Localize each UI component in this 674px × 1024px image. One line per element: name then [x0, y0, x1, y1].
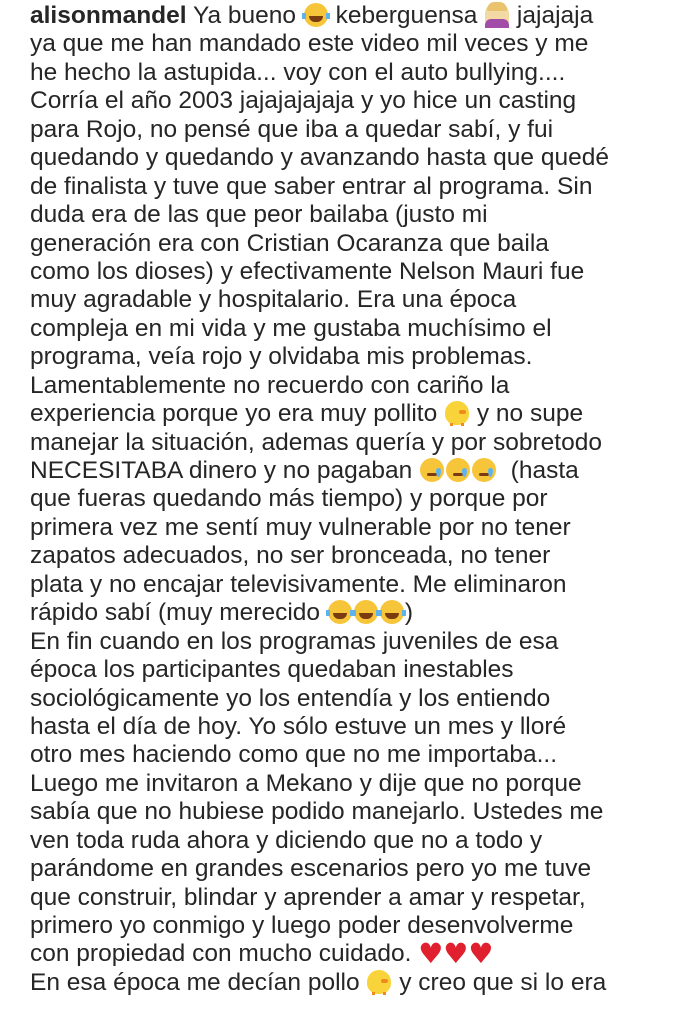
face-with-tears-of-joy-icon	[328, 600, 352, 624]
caption-text: programa, veía rojo y olvidaba mis problemas.	[30, 343, 533, 371]
crying-face-icon	[446, 458, 470, 482]
caption-line	[30, 969, 609, 997]
caption-text: Luego me invitaron a Mekano y dije que no porque	[30, 769, 582, 797]
caption-text: Ya bueno	[186, 2, 303, 29]
caption-line	[30, 770, 609, 798]
caption-line	[30, 400, 609, 428]
caption-line	[30, 741, 609, 769]
caption-text: compleja en mi vida y me gustaba muchísimo el	[30, 314, 552, 342]
caption-line	[30, 827, 609, 855]
caption-line	[30, 116, 609, 144]
caption-line	[30, 59, 609, 87]
caption-text: que construir, blindar y aprender a amar y respetar,	[30, 883, 586, 911]
caption-line	[30, 87, 609, 115]
caption-text: con propiedad con mucho cuidado.	[30, 940, 419, 968]
baby-chick-icon	[445, 401, 469, 425]
caption-text: he hecho la astupida... voy con el auto bullying....	[30, 58, 566, 86]
caption-text: de finalista y tuve que saber entrar al programa. Sin	[30, 172, 593, 200]
caption-line	[30, 571, 609, 599]
caption-text: quedando y quedando y avanzando hasta que quedé	[30, 144, 609, 172]
caption-line	[30, 628, 609, 656]
caption-text: época los participantes quedaban inestables	[30, 656, 514, 684]
caption-text: zapatos adecuados, no ser bronceada, no tener	[30, 542, 551, 570]
caption-text: y no supe	[470, 400, 584, 428]
caption-line	[30, 372, 609, 400]
caption-line	[30, 30, 609, 58]
caption-line	[30, 201, 609, 229]
caption-line	[30, 937, 609, 971]
caption-line	[30, 884, 609, 912]
caption-line	[30, 315, 609, 343]
caption-line	[30, 144, 609, 172]
caption-line	[30, 514, 609, 542]
caption-text: En esa época me decían pollo	[30, 968, 367, 996]
caption-line	[30, 656, 609, 684]
caption-line	[30, 429, 609, 457]
caption-text: rápido sabí (muy merecido	[30, 599, 327, 627]
caption-text: muy agradable y hospitalario. Era una época	[30, 286, 517, 314]
caption-text: duda era de las que peor bailaba (justo mi	[30, 201, 488, 229]
caption-text: manejar la situación, ademas quería y por sobretodo	[30, 428, 602, 456]
caption-text: sociológicamente yo los entendía y los entiendo	[30, 684, 551, 712]
caption-text: primero yo conmigo y luego poder desenvolverme	[30, 912, 574, 939]
caption-line	[30, 685, 609, 713]
caption-line	[30, 798, 609, 826]
baby-chick-icon	[367, 970, 391, 994]
caption-line	[30, 173, 609, 201]
caption-text: hasta el día de hoy. Yo sólo estuve un mes y lloré	[30, 712, 567, 740]
red-heart-icon: ♥	[443, 937, 469, 971]
caption-line	[30, 542, 609, 570]
red-heart-icon: ♥	[468, 937, 494, 971]
caption-text: como los dioses) y efectivamente Nelson Mauri fue	[30, 257, 585, 285]
caption-text: ven toda ruda ahora y diciendo que no a todo y	[30, 826, 543, 854]
caption-text: ya que me han mandado este video mil veces y me	[30, 30, 589, 58]
caption-line	[30, 258, 609, 286]
caption-text: primera vez me sentí muy vulnerable por no tener	[30, 513, 571, 541]
caption-line	[30, 855, 609, 883]
caption-text: (hasta	[497, 457, 579, 484]
caption-line	[30, 599, 609, 627]
caption-line	[30, 713, 609, 741]
caption-line	[30, 286, 609, 314]
face-with-tears-of-joy-icon	[304, 3, 328, 27]
red-heart-icon: ♥	[418, 937, 444, 971]
caption-line	[30, 457, 609, 485]
crying-face-icon	[420, 458, 444, 482]
caption-text: Corría el año 2003 jajajajajaja y yo hice un casting	[30, 87, 577, 115]
caption-text: Lamentablemente no recuerdo con cariño la	[30, 371, 510, 399]
caption-line	[30, 343, 609, 371]
caption-line	[30, 485, 609, 513]
caption-text: y creo que si lo era	[392, 968, 607, 996]
caption-text: NECESITABA dinero y no pagaban	[30, 457, 420, 484]
caption-text: sabía que no hubiese podido manejarlo. Ustedes me	[30, 798, 604, 826]
caption-text: parándome en grandes escenarios pero yo me tuve	[30, 855, 592, 883]
face-with-tears-of-joy-icon	[354, 600, 378, 624]
caption-text: experiencia porque yo era muy pollito	[30, 400, 445, 428]
caption-text: otro mes haciendo como que no me importaba...	[30, 741, 558, 769]
caption-text: jajajaja	[510, 2, 594, 29]
face-with-tears-of-joy-icon	[380, 600, 404, 624]
username-link[interactable]: alisonmandel	[30, 2, 187, 29]
caption-text: plata y no encajar televisivamente. Me eliminaron	[30, 570, 567, 598]
caption-text: para Rojo, no pensé que iba a quedar sabí, y fui	[30, 115, 554, 143]
caption-text: que fueras quedando más tiempo) y porque por	[30, 485, 548, 513]
caption-text: generación era con Cristian Ocaranza que baila	[30, 229, 549, 257]
caption-line	[30, 912, 609, 940]
caption-text: En fin cuando en los programas juveniles de esa	[30, 627, 559, 655]
crying-face-icon	[472, 458, 496, 482]
caption-text: keberguensa	[328, 2, 485, 29]
caption-line	[30, 230, 609, 258]
caption-line	[30, 2, 609, 30]
caption-text: )	[404, 599, 414, 627]
post-caption	[30, 2, 609, 997]
woman-facepalming-icon	[485, 3, 509, 27]
